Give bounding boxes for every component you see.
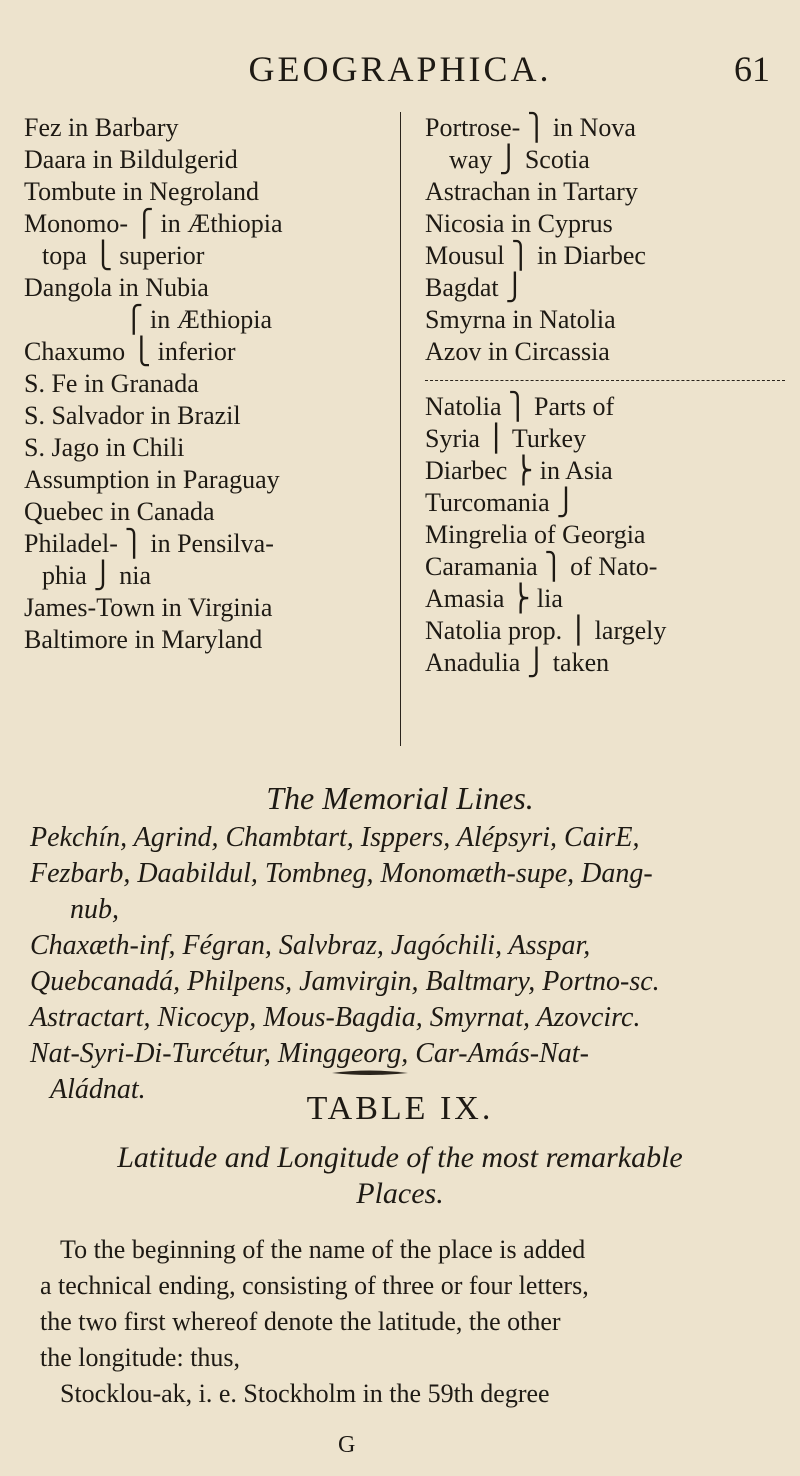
list-item: topa ⎩ superior bbox=[42, 241, 205, 270]
memorial-line: Pekchín, Agrind, Chambtart, Isppers, Alépsyri, CairE, bbox=[30, 822, 640, 853]
list-item: S. Jago in Chili bbox=[24, 433, 185, 462]
list-item: Monomo- ⎧ in Æthiopia bbox=[24, 209, 283, 238]
list-item: Fez in Barbary bbox=[24, 113, 179, 142]
list-item: Nicosia in Cyprus bbox=[425, 209, 613, 238]
list-item: Tombute in Negroland bbox=[24, 177, 260, 206]
body-line: To the beginning of the name of the place is added bbox=[60, 1235, 586, 1264]
list-item: Astrachan in Tartary bbox=[425, 177, 638, 206]
section-divider bbox=[425, 380, 785, 381]
body-paragraph bbox=[40, 1232, 780, 1412]
table-subtitle-line: Latitude and Longitude of the most remarkable bbox=[117, 1141, 683, 1174]
list-item: Caramania ⎫ of Nato- bbox=[425, 552, 658, 581]
list-item: Diarbec ⎬ in Asia bbox=[425, 456, 613, 485]
page-number: 61 bbox=[734, 49, 770, 89]
list-item: Dangola in Nubia bbox=[24, 273, 209, 302]
memorial-line: Aládnat. bbox=[50, 1074, 146, 1105]
list-item: Anadulia ⎭ taken bbox=[425, 648, 610, 677]
left-column bbox=[24, 112, 379, 656]
memorial-line: Nat-Syri-Di-Turcétur, Minggeorg, Car-Amás-Nat- bbox=[30, 1038, 589, 1069]
list-item: Natolia ⎫ Parts of bbox=[425, 392, 615, 421]
memorial-line: Fezbarb, Daabildul, Tombneg, Monomæth-supe, Dang- bbox=[30, 858, 653, 889]
list-item: Mousul ⎫ in Diarbec bbox=[425, 241, 646, 270]
list-item: Turcomania ⎭ bbox=[425, 488, 576, 517]
list-item: phia ⎭ nia bbox=[42, 561, 152, 590]
list-item: Azov in Circassia bbox=[425, 337, 610, 366]
list-item: Philadel- ⎫ in Pensilva- bbox=[24, 529, 274, 558]
list-item: Portrose- ⎫ in Nova bbox=[425, 113, 636, 142]
list-item: Baltimore in Maryland bbox=[24, 625, 263, 654]
list-item: ⎧ in Æthiopia bbox=[124, 305, 273, 334]
running-title: GEOGRAPHICA. bbox=[248, 49, 552, 89]
memorial-line: Chaxæth-inf, Fégran, Salvbraz, Jagóchili, Asspar, bbox=[30, 930, 591, 961]
list-item: Mingrelia of Georgia bbox=[425, 520, 646, 549]
list-item: Chaxumo ⎩ inferior bbox=[24, 337, 236, 366]
table-title: TABLE IX. bbox=[306, 1090, 494, 1127]
list-item: Daara in Bildulgerid bbox=[24, 145, 238, 174]
list-item: Bagdat ⎭ bbox=[425, 273, 525, 302]
list-item: S. Fe in Granada bbox=[24, 369, 199, 398]
memorial-title: The Memorial Lines. bbox=[266, 780, 534, 816]
memorial-line: nub, bbox=[70, 894, 119, 925]
memorial-lines bbox=[30, 820, 780, 1108]
memorial-line: Astractart, Nicocyp, Mous-Bagdia, Smyrnat, Azovcirc. bbox=[30, 1002, 641, 1033]
list-item: Quebec in Canada bbox=[24, 497, 215, 526]
list-item: S. Salvador in Brazil bbox=[24, 401, 241, 430]
list-item: Syria ⎪ Turkey bbox=[425, 424, 587, 453]
list-item: Assumption in Paraguay bbox=[24, 465, 280, 494]
page-header bbox=[0, 48, 800, 90]
table-subtitle-line: Places. bbox=[356, 1177, 444, 1210]
table-subtitle bbox=[0, 1140, 800, 1212]
body-line: a technical ending, consisting of three or four letters, bbox=[40, 1271, 589, 1300]
list-item: Natolia prop. ⎪ largely bbox=[425, 616, 667, 645]
list-item: James-Town in Virginia bbox=[24, 593, 273, 622]
list-item: way ⎭ Scotia bbox=[449, 145, 590, 174]
right-column bbox=[400, 112, 800, 746]
list-item: Amasia ⎬ lia bbox=[425, 584, 563, 613]
body-line: Stocklou-ak, i. e. Stockholm in the 59th degree bbox=[60, 1379, 550, 1408]
signature-mark: G bbox=[338, 1432, 356, 1458]
ornament-rule-icon bbox=[330, 1068, 410, 1078]
memorial-line: Quebcanadá, Philpens, Jamvirgin, Baltmary, Portno-sc. bbox=[30, 966, 660, 997]
list-item: Smyrna in Natolia bbox=[425, 305, 616, 334]
body-line: the longitude: thus, bbox=[40, 1343, 241, 1372]
body-line: the two first whereof denote the latitude, the other bbox=[40, 1307, 561, 1336]
